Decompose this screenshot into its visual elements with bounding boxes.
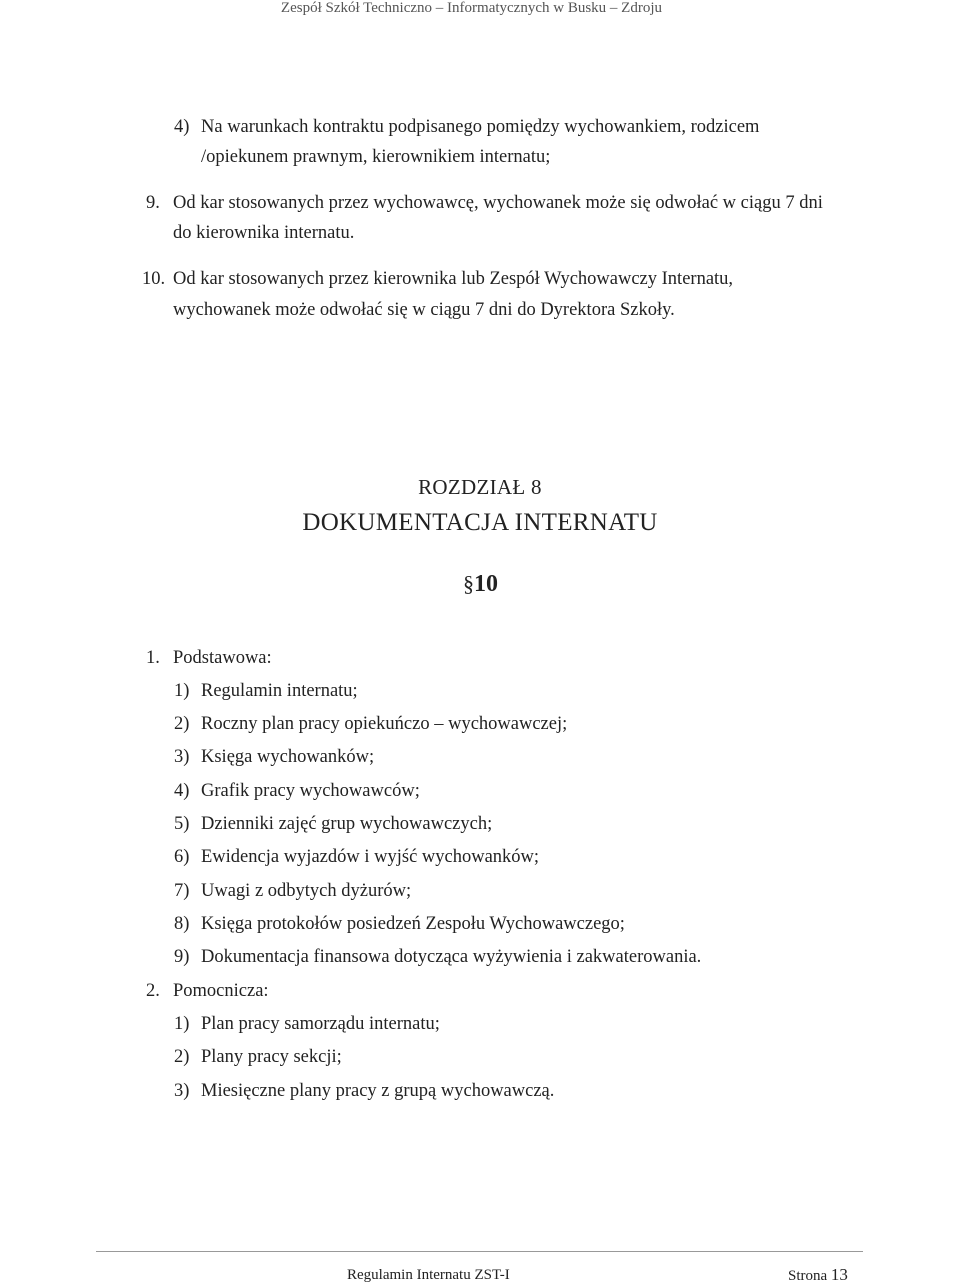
sub-item-text: Dokumentacja finansowa dotycząca wyżywienia i zakwaterowania. bbox=[201, 947, 702, 967]
list-number: 1. bbox=[146, 648, 160, 668]
footer-divider bbox=[96, 1251, 863, 1252]
list-label: Podstawowa: bbox=[173, 648, 272, 668]
sub-item-text: Księga protokołów posiedzeń Zespołu Wychowawczego; bbox=[201, 914, 625, 934]
sub-item-number: 6) bbox=[174, 847, 190, 867]
sub-item-number: 7) bbox=[174, 881, 190, 901]
sub-item-text: Plany pracy sekcji; bbox=[201, 1047, 342, 1067]
sub-item-number: 2) bbox=[174, 1047, 190, 1067]
sub-item-text: Grafik pracy wychowawców; bbox=[201, 781, 420, 801]
section-number-value: 10 bbox=[474, 571, 498, 597]
sub-item-text: Dzienniki zajęć grup wychowawczych; bbox=[201, 814, 493, 834]
chapter-title: ROZDZIAŁ 8 bbox=[418, 475, 542, 499]
sub-item-text: Ewidencja wyjazdów i wyjść wychowanków; bbox=[201, 847, 540, 867]
sub-item-number: 4) bbox=[174, 781, 190, 801]
item-number: 4) bbox=[174, 117, 190, 137]
sub-item-text: Uwagi z odbytych dyżurów; bbox=[201, 881, 412, 901]
item-text-line: do kierownika internatu. bbox=[173, 223, 355, 243]
sub-item-text: Regulamin internatu; bbox=[201, 681, 358, 701]
sub-item-number: 8) bbox=[174, 914, 190, 934]
sub-item-number: 3) bbox=[174, 1081, 190, 1101]
item-text-line: Na warunkach kontraktu podpisanego pomiędzy wychowankiem, rodzicem bbox=[201, 117, 760, 137]
footer-page-number bbox=[788, 1265, 848, 1285]
section-number bbox=[463, 571, 498, 598]
footer-document-name: Regulamin Internatu ZST-I bbox=[347, 1267, 510, 1283]
item-number: 10. bbox=[142, 269, 166, 289]
sub-item-text: Miesięczne plany pracy z grupą wychowawczą. bbox=[201, 1081, 555, 1101]
section-symbol: § bbox=[463, 571, 474, 596]
page-label: Strona bbox=[788, 1268, 828, 1284]
sub-item-text: Plan pracy samorządu internatu; bbox=[201, 1014, 440, 1034]
sub-item-number: 1) bbox=[174, 681, 190, 701]
sub-item-number: 3) bbox=[174, 747, 190, 767]
page-number: 13 bbox=[830, 1265, 848, 1284]
item-text-line: /opiekunem prawnym, kierownikiem internatu; bbox=[201, 147, 551, 167]
item-number: 9. bbox=[146, 193, 160, 213]
sub-item-number: 9) bbox=[174, 947, 190, 967]
list-label: Pomocnicza: bbox=[173, 981, 269, 1001]
item-text-line: Od kar stosowanych przez wychowawcę, wychowanek może się odwołać w ciągu 7 dni bbox=[173, 193, 823, 213]
item-text-line: wychowanek może odwołać się w ciągu 7 dni do Dyrektora Szkoły. bbox=[173, 300, 675, 320]
sub-item-text: Księga wychowanków; bbox=[201, 747, 375, 767]
list-number: 2. bbox=[146, 981, 160, 1001]
sub-item-number: 1) bbox=[174, 1014, 190, 1034]
item-text-line: Od kar stosowanych przez kierownika lub Zespół Wychowawczy Internatu, bbox=[173, 269, 734, 289]
page-header: Zespół Szkół Techniczno – Informatycznych w Busku – Zdroju bbox=[280, 0, 662, 16]
sub-item-text: Roczny plan pracy opiekuńczo – wychowawczej; bbox=[201, 714, 568, 734]
sub-item-number: 5) bbox=[174, 814, 190, 834]
sub-item-number: 2) bbox=[174, 714, 190, 734]
chapter-subtitle: DOKUMENTACJA INTERNATU bbox=[302, 509, 658, 536]
